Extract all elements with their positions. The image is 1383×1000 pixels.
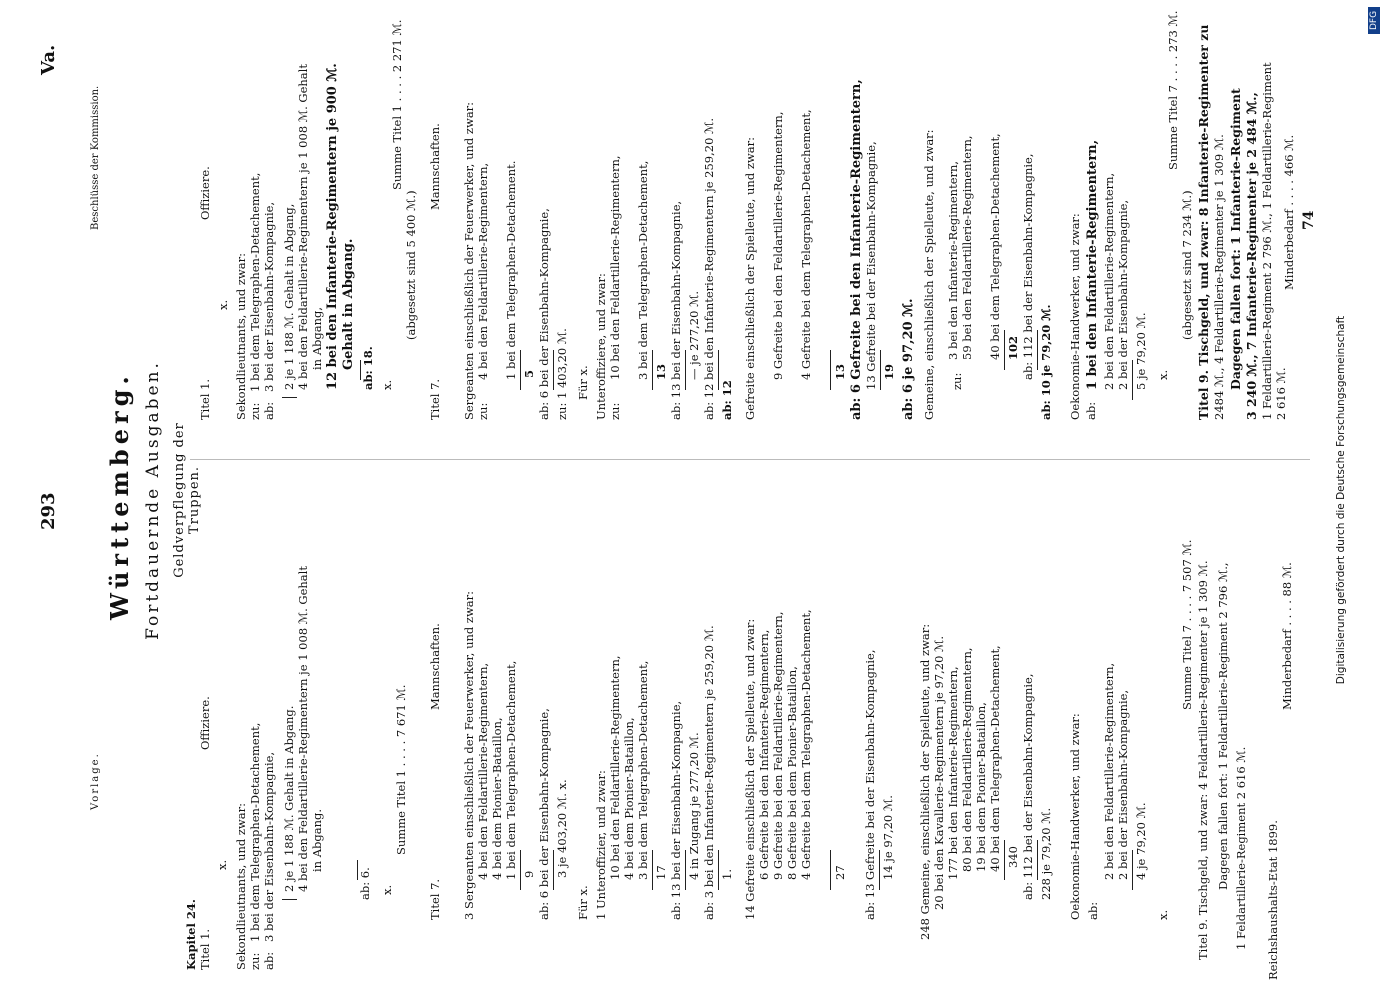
gm-4: 40 bei dem Telegraphen-Detachement, [988,645,1002,872]
etc-right: x. [216,299,230,310]
page-number-right: Va. [38,44,59,75]
uo-sum: 17 [654,865,668,880]
sekond-right: Sekondlieutnants, und zwar: [234,253,248,420]
titel-9-e-right: 1 Feldartillerie-Regiment 2 796 ℳ., 1 Feldartillerie-Regiment [1260,62,1274,420]
subsection-title: Geldverpflegung der Truppen. [172,422,202,578]
gm-je: 228 je 79,20 ℳ. [1039,807,1053,900]
mannschaften: Mannschaften. [428,623,442,710]
ok-2-right: 2 bei der Eisenbahn-Kompagnie, [1116,199,1130,390]
unteroffizier: 1 Unteroffizier, und zwar: [594,770,608,920]
gm-1: 177 bei den Infanterie-Regimentern, [946,666,960,880]
dfg-logo: DFG [1368,7,1380,34]
gf-ab: ab: 13 Gefreite bei der Eisenbahn-Kompagnie, [863,649,877,920]
gehalt-2: 4 bei den Feldartillerie-Regimentern je 1 008 ℳ. Gehalt [296,566,310,892]
sekond: Sekondlieutnants, und zwar: [234,803,248,970]
page-number-bottom: 74 [1301,210,1317,230]
summe-titel-1-right: Summe Titel 1 . . . . 2 271 ℳ. [390,19,404,190]
titel-9-c-right: Dagegen fallen fort: 1 Infanterie-Regiment [1228,88,1243,390]
rule [685,350,686,390]
uo-sum-right: 13 [654,363,668,380]
gf-ab13-right: 13 Gefreite bei der Eisenbahn-Kompagnie, [864,141,878,390]
titel-1: Titel 1. [198,928,212,970]
rule [553,350,554,390]
ab-label-2: ab: [1086,901,1100,920]
section-title: Fortdauernde Ausgaben. [143,360,163,640]
gf-4-right: 4 Gefreite bei dem Telegraphen-Detachement, [799,109,813,380]
titel-7: Titel 7. [428,878,442,920]
column-divider [190,459,1310,460]
summe-titel-7-right: Summe Titel 7 . . . . 273 ℳ. [1166,10,1180,170]
summe-titel-7: Summe Titel 7 . . . . 7 507 ℳ. [1180,539,1194,710]
gf-je-right: ab: 6 je 97,20 ℳ. [901,298,916,420]
gm-2: 80 bei den Feldartillerie-Regimentern, [960,647,974,872]
state-title: Württemberg. [105,371,134,620]
left-column-label: Vorlage. [90,752,101,810]
rule [830,350,831,390]
sergeanten: 3 Sergeanten einschließlich der Feuerwerker, und zwar: [462,590,476,920]
uo-1-right: 10 bei den Feldartillerie-Regimentern, [608,155,622,380]
gehalt-4b-right: Gehalt in Abgang. [341,238,356,370]
abgesetzt-7: (abgesetzt sind 7 234 ℳ.) [1180,190,1194,340]
serg-sum-right: 5 [522,369,536,378]
uo-one: 1. [720,869,734,880]
zu-line-right: 1 bei dem Telegraphen-Detachement, [248,172,262,392]
ok-je-right: 5 je 79,20 ℳ. [1134,312,1148,390]
titel-9-d-right: 3 240 ℳ., 7 Infanterie-Regimenter je 2 484 ℳ., [1244,92,1259,420]
fuer-right: Für x. [576,365,590,400]
etc-2: x. [380,884,394,895]
ab-6: ab: 6. [358,867,372,900]
rule [880,350,881,390]
uo-zugang: 4 in Zugang je 277,20 ℳ. [687,732,701,880]
titel-9-f-right: 2 616 ℳ. [1274,367,1288,420]
ok-1: 2 bei den Feldartillerie-Regimentern, [1102,662,1116,880]
titel-9-b: Dagegen fallen fort: 1 Feldartillerie-Regiment 2 796 ℳ., [1216,562,1230,890]
serg-1-right: 4 bei den Feldartillerie-Regimentern, [476,162,490,380]
etc: x. [215,859,229,870]
gm-3: 19 bei dem Pionier-Bataillon, [974,702,988,872]
gefreite-right: Gefreite einschließlich der Spielleute, und zwar: [743,137,757,420]
gm-1-right: 3 bei den Infanterie-Regimentern, [946,160,960,360]
gf-sum-right: 13 [833,363,847,380]
titel-9-c: 1 Feldartillerie-Regiment 2 616 ℳ. [1234,746,1248,950]
ok-2: 2 bei der Eisenbahn-Kompagnie, [1116,689,1130,880]
ok-0-right: 1 bei den Infanterie-Regimentern, [1085,139,1100,390]
fuer: Für x. [576,885,590,920]
uo-2: 4 bei dem Pionier-Bataillon, [622,717,636,880]
ab-label: ab: [262,951,276,970]
gf-je: 14 je 97,20 ℳ. [881,795,895,880]
abgesetzt-1: (abgesetzt sind 5 400 ℳ.) [404,190,418,340]
serg-2: 4 bei dem Pionier-Bataillon, [490,717,504,880]
titel-7-right: Titel 7. [428,378,442,420]
serg-je-right: zu: 1 403,20 ℳ. [555,328,569,420]
rule [1004,330,1005,370]
titel-9-a-right: Titel 9. Tischgeld, und zwar: 8 Infanterie-Regimenter zu [1196,24,1211,420]
titel-9-b-right: 2484 ℳ., 4 Feldartillerie-Regimenter je 1 309 ℳ. [1212,134,1226,420]
gf-2-right: 9 Gefreite bei den Feldartillerie-Regimentern, [771,111,785,380]
zu-label-right-4: zu: [950,372,964,390]
serg-3: 1 bei dem Telegraphen-Detachement, [504,660,518,880]
sergeanten-right: Sergeanten einschließlich der Feuerwerker, und zwar: [462,101,476,420]
gehalt-4a-right: 12 bei den Infanterie-Regimentern je 900 ℳ. [325,63,340,390]
mannschaften-right: Mannschaften. [428,123,442,210]
oekonomie: Oekonomie-Handwerker, und zwar: [1068,713,1082,920]
minderbedarf: Minderbedarf . . . . 88 ℳ. [1280,562,1294,710]
summe-titel-1: Summe Titel 1 . . . . 7 671 ℳ. [394,684,408,855]
ab-label-right-2: ab: [1084,401,1098,420]
etc-2-right: x. [380,379,394,390]
rule [282,397,297,398]
gehalt-3-right: in Abgang, [310,306,324,370]
uo-ab-3: ab: 3 bei den Infanterie-Regimentern je 259,20 ℳ. [702,625,716,920]
right-column-label: Beschlüsse der Kommission. [90,85,101,230]
unteroffizier-right: Unteroffiziere, und zwar: [594,273,608,420]
footer-etat: Reichshaushalts-Etat 1899. [1266,820,1280,980]
gf-3: 8 Gefreite bei dem Pionier-Bataillon, [785,666,799,880]
uo-dash-right: — je 277,20 ℳ. [687,290,701,380]
serg-ab: ab: 6 bei der Eisenbahn-Kompagnie, [537,708,551,920]
kapitel: Kapitel 24. [184,899,198,970]
offiziere-heading: Offiziere. [198,696,212,750]
gf-1: 6 Gefreite bei den Infanterie-Regimentern, [757,629,771,880]
rule [652,350,653,390]
titel-9-a: Titel 9. Tischgeld, und zwar: 4 Feldartillerie-Regimenter je 1 309 ℳ. [1196,560,1210,960]
ok-1-right: 2 bei den Feldartillerie-Regimentern, [1102,172,1116,390]
rule [1037,330,1038,370]
uo-3-right: 3 bei dem Telegraphen-Detachement, [636,160,650,380]
gm-0: 20 bei den Kavallerie-Regimentern je 97,20 ℳ. [932,635,946,910]
gf-2: 9 Gefreite bei den Feldartillerie-Regimentern, [771,611,785,880]
zu-line: 1 bei dem Telegraphen-Detachement, [248,722,262,942]
zu-label: zu: [248,952,262,970]
serg-je: 3 je 403,20 ℳ. x. [555,779,569,878]
etc-3: x. [1156,909,1170,920]
uo-ab: ab: 13 bei der Eisenbahn-Kompagnie, [669,700,683,920]
serg-3-right: 1 bei dem Telegraphen-Detachement. [504,160,518,380]
ab-line-right: 3 bei der Eisenbahn-Kompagnie, [262,201,276,392]
gm-4-right: 40 bei dem Telegraphen-Detachement, [988,133,1002,360]
serg-sum: 9 [522,870,536,878]
gf-4: 4 Gefreite bei dem Telegraphen-Detachement, [799,609,813,880]
gehalt-1-right: 2 je 1 188 ℳ. Gehalt in Abgang, [282,203,296,390]
gm-je-right: ab: 10 je 79,20 ℳ. [1039,304,1053,420]
gm-2-right: 59 bei den Feldartillerie-Regimentern, [960,135,974,360]
uo-ab-12-right: ab: 12 bei den Infanterie-Regimentern je 259,20 ℳ. [702,117,716,420]
ab-line: 3 bei der Eisenbahn-Kompagnie, [262,751,276,942]
rule [520,350,521,390]
zu-label-right-2: zu: [476,402,490,420]
serg-ab-right: ab: 6 bei der Eisenbahn-Kompagnie, [537,208,551,420]
digitization-note: Digitalisierung gefördert durch die Deutsche Forschungsgemeinschaft [1335,315,1347,685]
minderbedarf-right: Minderbedarf . . . . 466 ℳ. [1282,134,1296,290]
etc-3-right: x. [1156,369,1170,380]
zu-label-right-3: zu: [608,402,622,420]
ok-je: 4 je 79,20 ℳ. [1134,802,1148,880]
uo-ab-right: ab: 13 bei der Eisenbahn-Kompagnie, [669,200,683,420]
gemeine: 248 Gemeine, einschließlich der Spielleute, und zwar: [918,623,932,940]
gm-ab-right: ab: 112 bei der Eisenbahn-Kompagnie, [1021,153,1035,380]
gm-sum: 340 [1006,846,1020,868]
offiziere-right: Offiziere. [198,166,212,220]
serg-1: 4 bei den Feldartillerie-Regimentern, [476,662,490,880]
gefreite: 14 Gefreite einschließlich der Spielleute, und zwar: [743,618,757,920]
page-number-left: 293 [38,492,59,530]
rule [718,350,719,390]
gf-sum: 27 [833,865,847,880]
gemeine-right: Gemeine, einschließlich der Spielleute, und zwar: [922,129,936,420]
gehalt-1: 2 je 1 188 ℳ. Gehalt in Abgang. [282,705,296,892]
uo-1: 10 bei den Feldartillerie-Regimentern, [608,655,622,880]
oekonomie-right: Oekonomie-Handwerker, und zwar: [1068,213,1082,420]
uo-3: 3 bei dem Telegraphen-Detachement, [636,660,650,880]
gf-ab6-right: ab: 6 Gefreite bei den Infanterie-Regimentern, [849,79,864,420]
uo-12-right: ab: 12 [720,380,734,420]
ab-18: ab: 18. [361,346,375,390]
zu-label-right: zu: [248,402,262,420]
rule [1132,360,1133,400]
gehalt-2-right: 4 bei den Feldartillerie-Regimentern je 1 008 ℳ. Gehalt [296,64,310,390]
ab-label-right: ab: [262,401,276,420]
gm-sum-right: 102 [1006,335,1020,360]
titel-1-right: Titel 1. [198,378,212,420]
gehalt-3: in Abgang. [310,808,324,872]
gf-19-right: 19 [882,363,896,380]
gm-ab: ab: 112 bei der Eisenbahn-Kompagnie, [1021,673,1035,900]
